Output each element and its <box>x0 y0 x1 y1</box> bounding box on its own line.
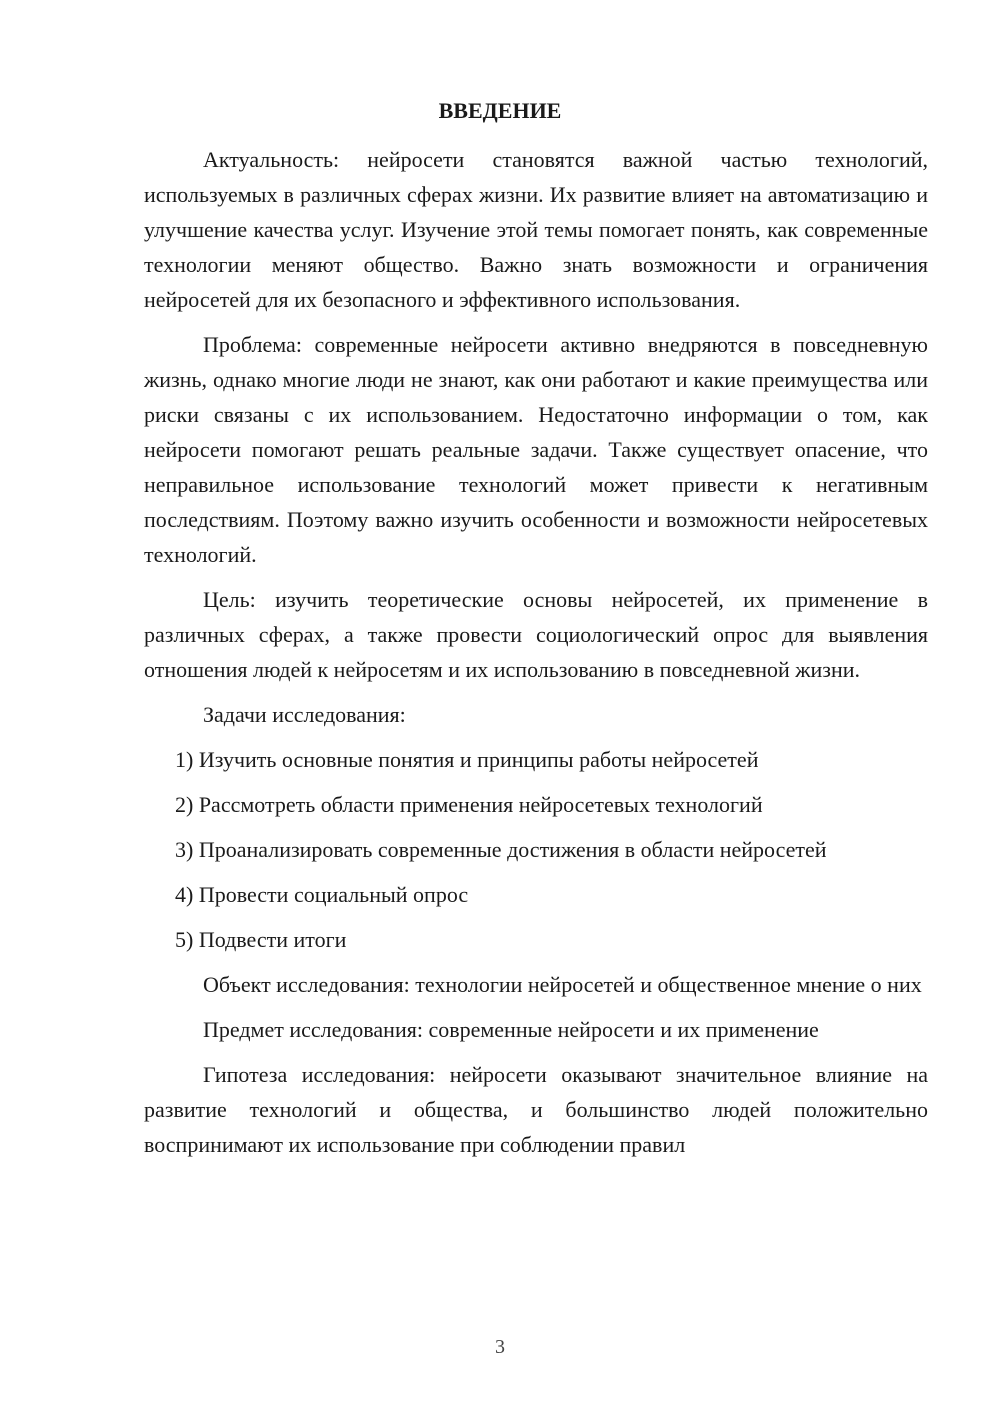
paragraph-object: Объект исследования: технологии нейросетей и общественное мнение о них <box>203 972 922 997</box>
task-item: 5) Подвести итоги <box>175 927 347 952</box>
task-item: 1) Изучить основные понятия и принципы работы нейросетей <box>175 747 759 772</box>
document-body <box>144 142 928 1172</box>
paragraph-subject: Предмет исследования: современные нейросети и их применение <box>203 1017 819 1042</box>
task-item: 4) Провести социальный опрос <box>175 882 469 907</box>
paragraph-tasks-heading: Задачи исследования: <box>203 702 406 727</box>
paragraph-problem: Проблема: современные нейросети активно внедряются в повседневную жизнь, однако многие люди не знают, как они работают и какие преимущества или риски связаны с их использованием. Недостаточно информации о том, как нейросети помогают решать реальные задачи. Также существует опасение, что неправильное использование технологий может привести к негативным последствиям. Поэтому важно изучить особенности и возможности нейросетевых технологий. <box>144 332 928 567</box>
page-number: 3 <box>495 1336 505 1358</box>
paragraph-hypothesis: Гипотеза исследования: нейросети оказывают значительное влияние на развитие технологий и общества, и большинство людей положительно воспринимают их использование при соблюдении правил <box>144 1062 928 1157</box>
paragraph-goal: Цель: изучить теоретические основы нейросетей, их применение в различных сферах, а также провести социологический опрос для выявления отношения людей к нейросетям и их использованию в повседневной жизни. <box>144 587 928 682</box>
paragraph-relevance: Актуальность: нейросети становятся важной частью технологий, используемых в различных сферах жизни. Их развитие влияет на автоматизацию и улучшение качества услуг. Изучение этой темы помогает понять, как современные технологии меняют общество. Важно знать возможности и ограничения нейросетей для их безопасного и эффективного использования. <box>144 147 928 312</box>
task-item: 3) Проанализировать современные достижения в области нейросетей <box>175 837 827 862</box>
page-title: ВВЕДЕНИЕ <box>438 98 562 123</box>
task-item: 2) Рассмотреть области применения нейросетевых технологий <box>175 792 763 817</box>
